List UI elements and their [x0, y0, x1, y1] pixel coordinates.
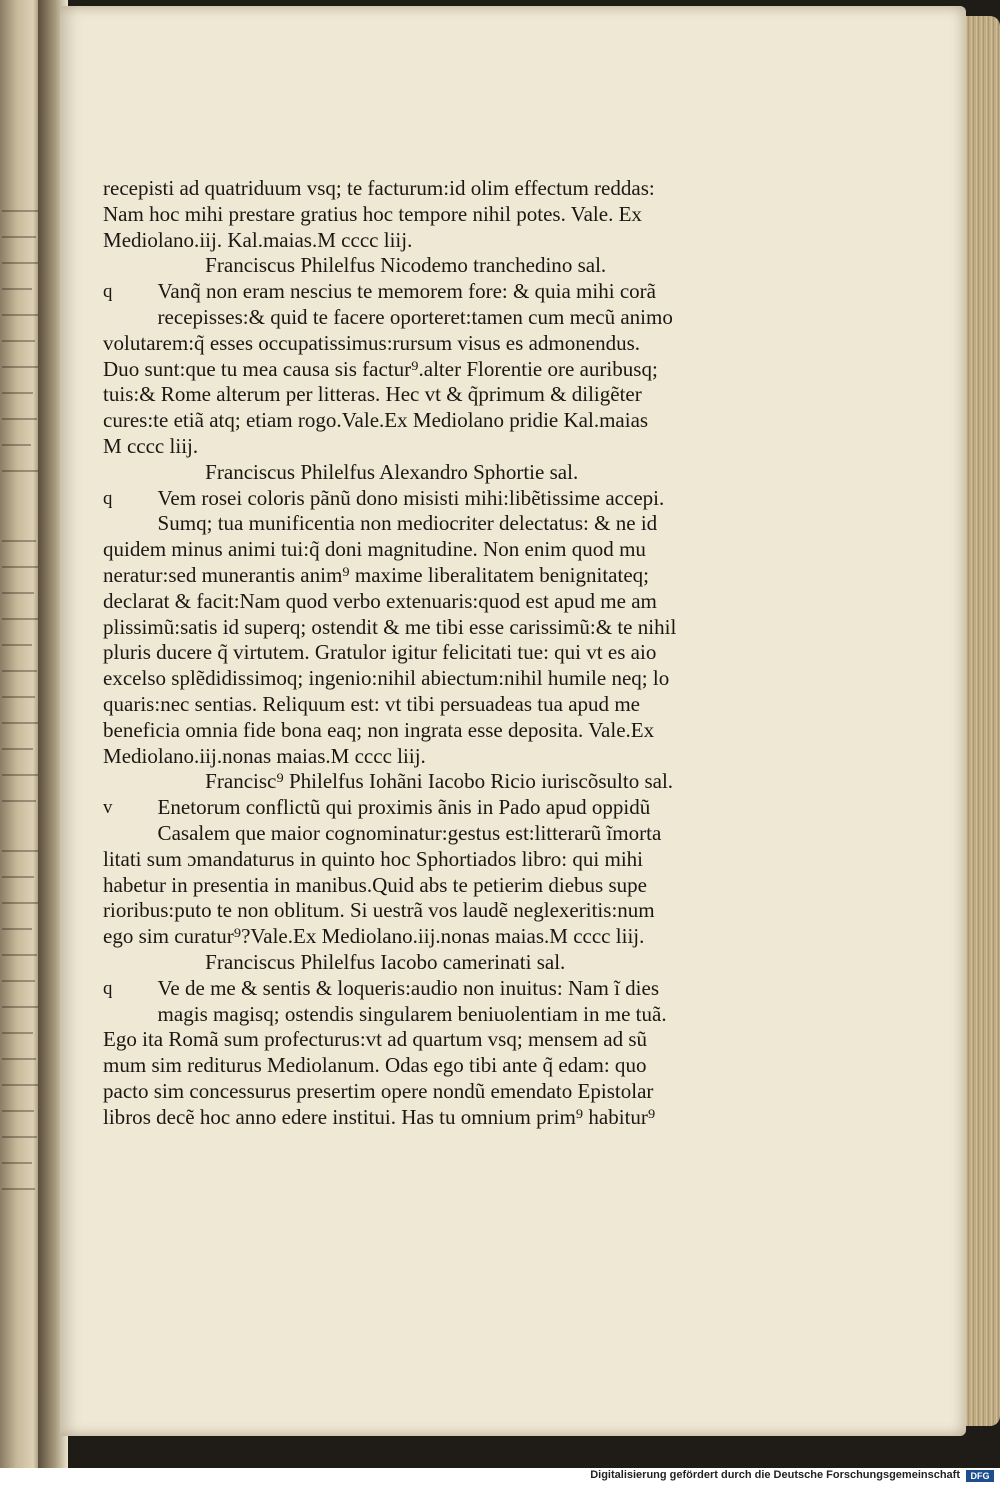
line-text: Franciscus Philelfus Iacobo camerinati sal.: [205, 949, 566, 974]
letter-heading: [103, 950, 718, 976]
text-line: [103, 382, 718, 408]
letter-first-line: [103, 795, 718, 821]
line-text: quidem minus animi tui:q̃ doni magnitudine. Non enim quod mu: [103, 537, 646, 562]
text-line: [103, 1105, 718, 1131]
guide-letter: q: [103, 487, 113, 509]
footer-credit: Digitalisierung gefördert durch die Deutsche Forschungsgemeinschaft: [590, 1469, 960, 1481]
text-line: [103, 511, 718, 537]
text-line: [103, 898, 718, 924]
guide-letter: q: [103, 281, 113, 303]
line-text: recepisti ad quatriduum vsq; te facturum:id olim effectum reddas:: [103, 176, 655, 200]
line-text: Franciscus Philelfus Alexandro Sphortie sal.: [205, 459, 579, 484]
line-text: Enetorum conflictũ qui proximis ãnis in Pado apud oppidũ: [157, 795, 651, 820]
letter-heading: [103, 769, 718, 795]
line-text: Mediolano.iij.nonas maias.M cccc liij.: [103, 743, 426, 768]
text-line: [103, 1002, 718, 1028]
page-fore-edge: [960, 16, 1000, 1426]
text-line: [103, 1027, 718, 1053]
text-line: [103, 744, 718, 770]
line-text: litati sum ɔmandaturus in quinto hoc Sphortiados libro: qui mihi: [103, 846, 644, 871]
line-text: Vem rosei coloris pãnũ dono misisti mihi:libẽtissime accepi.: [157, 485, 665, 510]
letter-heading: [103, 253, 718, 279]
text-line: [103, 408, 718, 434]
line-text: ego sim curatur⁹?Vale.Ex Mediolano.iij.nonas maias.M cccc liij.: [103, 924, 645, 949]
line-text: Mediolano.iij. Kal.maias.M cccc liij.: [103, 227, 413, 252]
line-text: Duo sunt:que tu mea causa sis factur⁹.alter Florentie ore auribusq;: [103, 356, 658, 381]
line-text: Ego ita Romã sum profecturus:vt ad quartum vsq; mensem ad sũ: [103, 1027, 648, 1052]
text-line: [103, 1079, 718, 1105]
line-text: declarat & facit:Nam quod verbo extenuaris:quod est apud me am: [103, 588, 657, 613]
text-line: [103, 331, 718, 357]
text-block: [103, 176, 723, 1130]
text-line: [103, 666, 718, 692]
guide-letter: v: [103, 797, 113, 819]
line-text: Vanq̃ non eram nescius te memorem fore: & quia mihi corã: [157, 279, 657, 304]
line-text: tuis:& Rome alterum per litteras. Hec vt & q̃primum & diligẽter: [103, 382, 642, 407]
line-text: Francisc⁹ Philelfus Iohãni Iacobo Ricio iuriscõsulto sal.: [205, 769, 674, 794]
text-line: [103, 537, 718, 563]
text-line: [103, 589, 718, 615]
text-line: [103, 305, 718, 331]
line-text: beneficia omnia fide bona eaq; non ingrata esse deposita. Vale.Ex: [103, 717, 655, 742]
letter-first-line: [103, 486, 718, 512]
line-text: volutarem:q̃ esses occupatissimus:rursum visus es admonendus.: [103, 330, 641, 355]
line-text: neratur:sed munerantis anim⁹ maxime liberalitatem benignitateq;: [103, 562, 650, 587]
line-text: magis magisq; ostendis singularem beniuolentiam in me tuã.: [157, 1001, 667, 1026]
line-text: libros decẽ hoc anno edere institui. Has tu omnium prim⁹ habitur⁹: [103, 1104, 656, 1129]
line-text: rioribus:puto te non oblitum. Si uestrã vos laudẽ neglexeritis:num: [103, 898, 655, 923]
line-text: Casalem que maior cognominatur:gestus est:litterarũ ĩmorta: [157, 820, 662, 845]
line-text: quaris:nec sentias. Reliquum est: vt tibi persuadeas tua apud me: [103, 691, 640, 716]
dfg-logo: DFG: [966, 1470, 994, 1482]
footer-bar: [0, 1468, 1000, 1485]
line-text: Nam hoc mihi prestare gratius hoc tempore nihil potes. Vale. Ex: [103, 201, 642, 226]
line-text: habetur in presentia in manibus.Quid abs te petierim diebus supe: [103, 872, 648, 897]
letter-first-line: [103, 976, 718, 1002]
text-line: [103, 847, 718, 873]
letter-heading: [103, 460, 718, 486]
line-text: pluris ducere q̃ virtutem. Gratulor igitur felicitati tue: qui vt es aio: [103, 640, 657, 665]
text-line: [103, 873, 718, 899]
text-line: [103, 718, 718, 744]
text-line: [103, 176, 718, 202]
letter-first-line: [103, 279, 718, 305]
line-text: Franciscus Philelfus Nicodemo tranchedino sal.: [205, 253, 607, 278]
text-line: [103, 1053, 718, 1079]
line-text: Sumq; tua munificentia non mediocriter delectatus: & ne id: [157, 511, 658, 536]
text-line: [103, 563, 718, 589]
guide-letter: q: [103, 977, 113, 999]
text-line: [103, 821, 718, 847]
line-text: mum sim rediturus Mediolanum. Odas ego tibi ante q̃ edam: quo: [103, 1053, 647, 1078]
text-line: [103, 228, 718, 254]
line-text: M cccc liij.: [103, 433, 199, 458]
line-text: pacto sim concessurus presertim opere nondũ emendato Epistolar: [103, 1078, 654, 1103]
line-text: plissimũ:satis id superq; ostendit & me tibi esse carissimũ:& te nihil: [103, 614, 677, 639]
text-line: [103, 202, 718, 228]
line-text: Ve de me & sentis & loqueris:audio non inuitus: Nam ĩ dies: [157, 975, 660, 1000]
line-text: excelso splẽdidissimoq; ingenio:nihil abiectum:nihil humile neq; lo: [103, 666, 670, 691]
line-text: recepisses:& quid te facere oporteret:tamen cum mecũ animo: [157, 304, 673, 329]
text-line: [103, 640, 718, 666]
line-text: cures:te etiã atq; etiam rogo.Vale.Ex Mediolano pridie Kal.maias: [103, 408, 649, 433]
text-line: [103, 615, 718, 641]
text-line: [103, 434, 718, 460]
text-line: [103, 924, 718, 950]
text-line: [103, 357, 718, 383]
text-line: [103, 692, 718, 718]
